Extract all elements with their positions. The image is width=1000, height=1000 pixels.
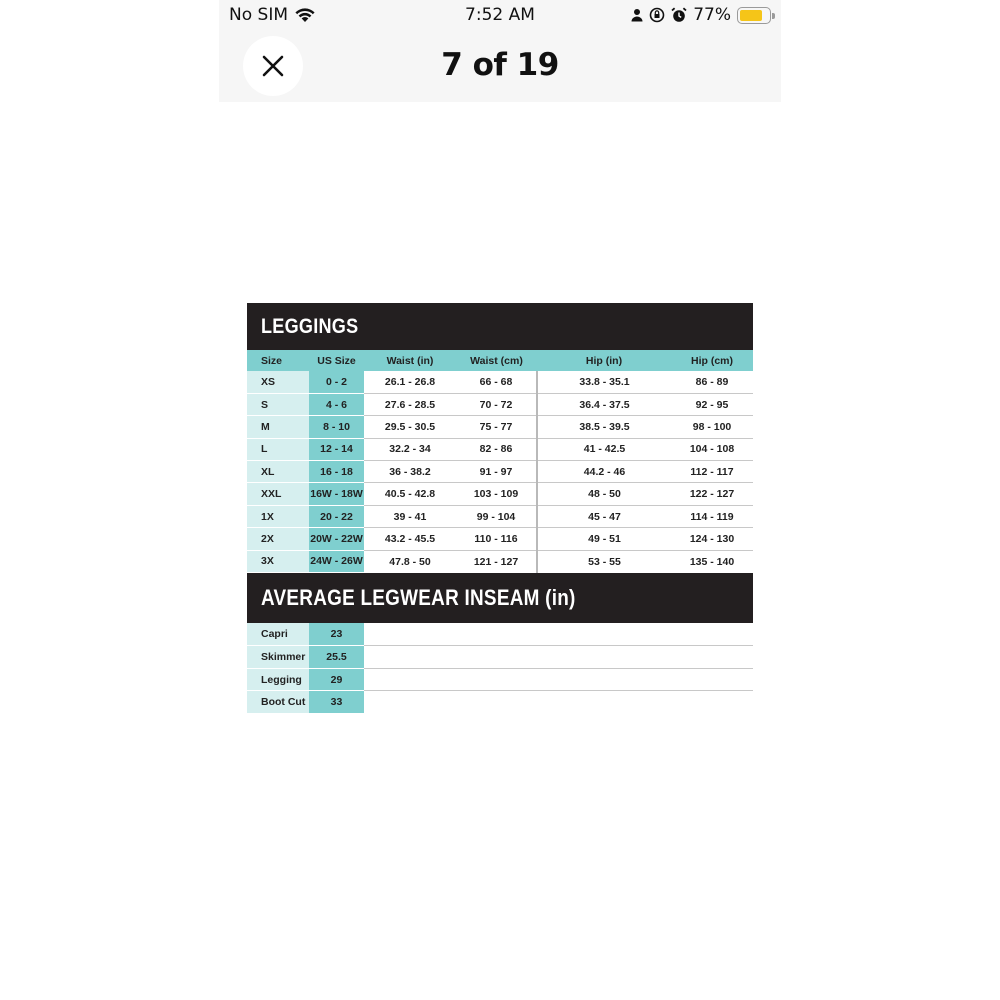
cell-inseam-style: Skimmer: [247, 646, 309, 669]
cell-size: XL: [247, 461, 309, 483]
leggings-banner: [247, 303, 753, 350]
table-row: [247, 646, 753, 669]
size-chart-image: [247, 303, 753, 714]
cell-us-size: 16W - 18W: [309, 483, 364, 505]
cell-waist-cm: 103 - 109: [456, 483, 537, 505]
cell-size: S: [247, 393, 309, 415]
battery-nub: [772, 13, 775, 19]
cell-waist-cm: 75 - 77: [456, 416, 537, 438]
cell-waist-in: 43.2 - 45.5: [364, 528, 456, 550]
table-row: [247, 505, 753, 527]
table-row: [247, 691, 753, 714]
table-row: [247, 668, 753, 691]
person-icon: [631, 8, 643, 22]
battery-level: [740, 10, 762, 21]
cell-size: XXL: [247, 483, 309, 505]
size-table: [247, 350, 753, 573]
cell-hip-in: 41 - 42.5: [537, 438, 671, 460]
cell-hip-cm: 86 - 89: [671, 371, 753, 393]
cell-waist-in: 26.1 - 26.8: [364, 371, 456, 393]
table-row: [247, 393, 753, 415]
cell-hip-in: 48 - 50: [537, 483, 671, 505]
cell-waist-cm: 66 - 68: [456, 371, 537, 393]
header-waist-in: Waist (in): [364, 350, 456, 371]
cell-hip-in: 36.4 - 37.5: [537, 393, 671, 415]
status-time: 7:52 AM: [465, 5, 535, 25]
cell-inseam-length: 29: [309, 668, 364, 691]
cell-inseam-style: Boot Cut: [247, 691, 309, 714]
header-hip-cm: Hip (cm): [671, 350, 753, 371]
cell-inseam-style: Legging: [247, 668, 309, 691]
cell-us-size: 8 - 10: [309, 416, 364, 438]
cell-hip-cm: 122 - 127: [671, 483, 753, 505]
cell-size: M: [247, 416, 309, 438]
cell-empty: [364, 623, 753, 646]
inseam-banner: [247, 573, 753, 623]
cell-hip-cm: 98 - 100: [671, 416, 753, 438]
cell-waist-in: 40.5 - 42.8: [364, 483, 456, 505]
cell-waist-cm: 121 - 127: [473, 555, 519, 568]
header-us-size: US Size: [309, 350, 364, 371]
cell-hip-in: 38.5 - 39.5: [537, 416, 671, 438]
cell-size: 2X: [247, 528, 309, 550]
table-row: [247, 438, 753, 460]
cell-waist-cm: 91 - 97: [456, 461, 537, 483]
size-table-header: [247, 350, 753, 371]
cell-hip-in: 53 - 55: [537, 550, 671, 572]
cell-hip-cm: 135 - 140: [689, 555, 735, 568]
cell-size: 1X: [247, 505, 309, 527]
cell-inseam-style: Capri: [247, 623, 309, 646]
table-row: [247, 461, 753, 483]
inseam-title: AVERAGE LEGWEAR INSEAM (in): [261, 585, 576, 611]
cell-empty: [364, 646, 753, 669]
cell-waist-cm: 99 - 104: [456, 505, 537, 527]
table-row: [247, 371, 753, 393]
cell-hip-cm: 112 - 117: [671, 461, 753, 483]
cell-size: L: [247, 438, 309, 460]
cell-us-size: 0 - 2: [309, 371, 364, 393]
table-row: [247, 416, 753, 438]
cell-waist-in: 47.8 - 50: [389, 555, 431, 568]
orientation-lock-icon: [649, 7, 665, 23]
cell-waist-cm: 82 - 86: [456, 438, 537, 460]
cell-us-size: 20 - 22: [309, 505, 364, 527]
cell-empty: [364, 668, 753, 691]
leggings-title: LEGGINGS: [261, 314, 359, 338]
cell-size: 3X: [247, 550, 309, 572]
cell-hip-in: 45 - 47: [537, 505, 671, 527]
table-row: [247, 528, 753, 550]
cell-waist-in: 36 - 38.2: [364, 461, 456, 483]
cell-waist-in: 32.2 - 34: [364, 438, 456, 460]
header-size: Size: [247, 350, 309, 371]
header-hip-in: Hip (in): [537, 350, 671, 371]
cell-us-size: 12 - 14: [309, 438, 364, 460]
cell-hip-in: 33.8 - 35.1: [537, 371, 671, 393]
cell-size: XS: [247, 371, 309, 393]
cell-hip-cm: 124 - 130: [671, 528, 753, 550]
cell-hip-cm: 104 - 108: [671, 438, 753, 460]
cell-hip-in: 49 - 51: [537, 528, 671, 550]
image-counter: 7 of 19: [441, 47, 559, 83]
viewer-header: [219, 32, 781, 102]
cell-hip-cm: 92 - 95: [671, 393, 753, 415]
cell-us-size: 24W - 26W: [309, 550, 364, 572]
inseam-table: [247, 623, 753, 714]
cell-waist-cm: 110 - 116: [456, 528, 537, 550]
cell-inseam-length: 23: [309, 623, 364, 646]
cell-inseam-length: 33: [309, 691, 364, 714]
cell-hip-in: 44.2 - 46: [537, 461, 671, 483]
table-row: [247, 623, 753, 646]
alarm-icon: [671, 7, 687, 23]
cell-waist-cm: 70 - 72: [456, 393, 537, 415]
status-right: [631, 5, 771, 25]
cell-inseam-length: 25.5: [309, 646, 364, 669]
table-row: [247, 550, 753, 572]
cell-waist-in: 29.5 - 30.5: [364, 416, 456, 438]
battery-percent: 77%: [693, 5, 731, 25]
cell-empty: [364, 691, 753, 714]
cell-waist-in: 39 - 41: [364, 505, 456, 527]
cell-waist-in: 27.6 - 28.5: [364, 393, 456, 415]
cell-us-size: 20W - 22W: [309, 528, 364, 550]
cell-us-size: 16 - 18: [309, 461, 364, 483]
table-row: [247, 483, 753, 505]
status-bar: [219, 0, 781, 32]
header-waist-cm: Waist (cm): [456, 350, 537, 371]
cell-hip-cm: 114 - 119: [671, 505, 753, 527]
battery-icon: [737, 7, 771, 24]
carrier-label: No SIM: [229, 5, 288, 25]
cell-us-size: 4 - 6: [309, 393, 364, 415]
